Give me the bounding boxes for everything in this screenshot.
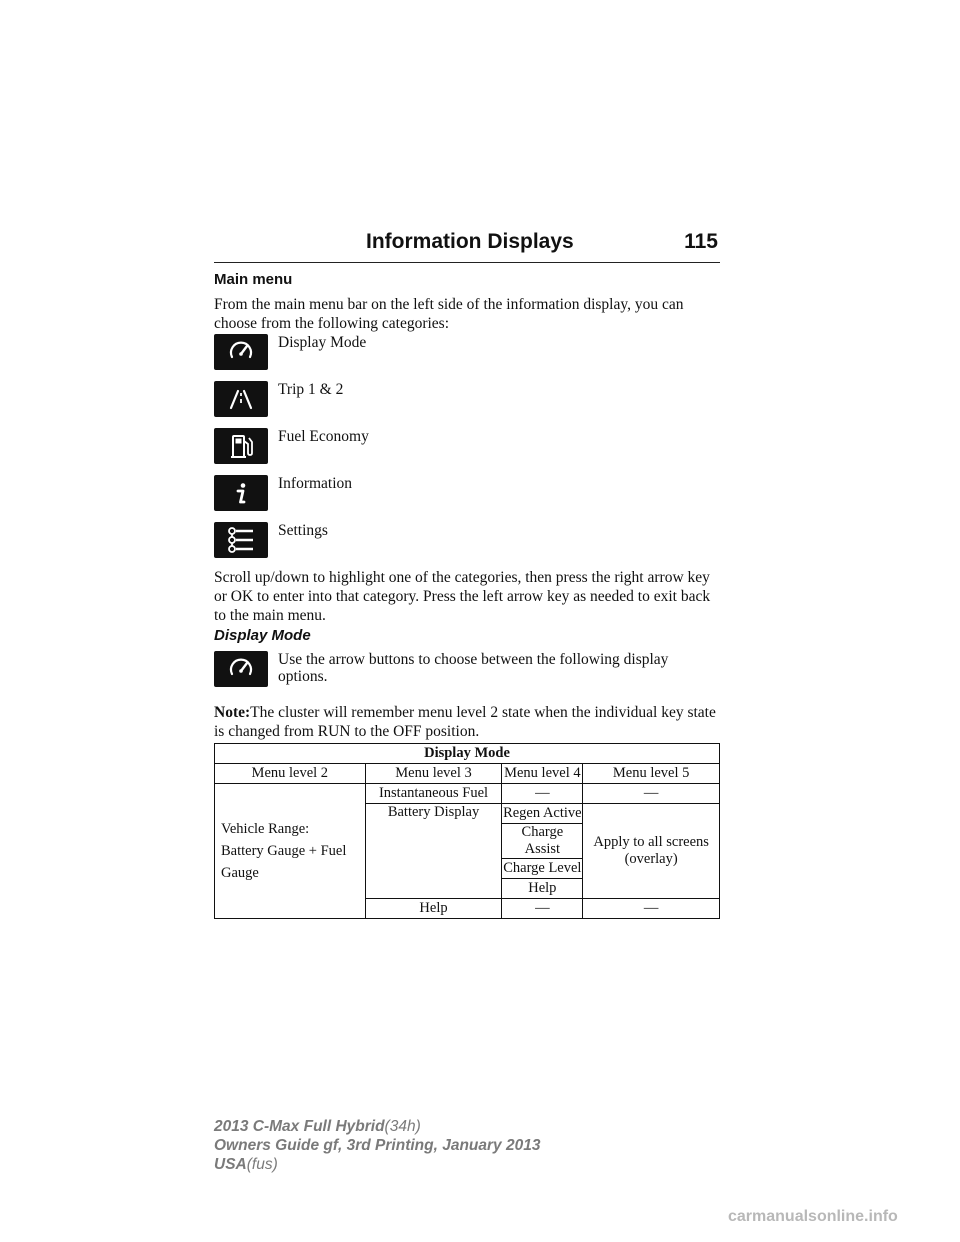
menu-item-label: Trip 1 & 2 <box>278 381 344 398</box>
dash-cell: — <box>502 899 583 919</box>
dash-cell: — <box>583 784 720 804</box>
main-menu-intro: From the main menu bar on the left side of the information display, you can choose from the following categories: <box>214 296 684 332</box>
table-header-row <box>215 764 720 784</box>
fuel-pump-icon <box>214 428 268 464</box>
info-icon <box>214 475 268 511</box>
help-cell: Help <box>365 899 502 919</box>
table-row <box>215 784 720 804</box>
vehicle-range-label: Vehicle Range: <box>221 821 310 837</box>
level4-cell: Help <box>502 879 583 899</box>
page-number: 115 <box>684 230 718 253</box>
table-caption: Display Mode <box>215 744 720 764</box>
footer-model: 2013 C-Max Full Hybrid <box>214 1118 385 1135</box>
level4-cell: Charge Assist <box>502 824 583 859</box>
road-icon <box>214 381 268 417</box>
footer-model-code: (34h) <box>384 1118 421 1135</box>
display-mode-description: Use the arrow buttons to choose between the following display options. <box>278 651 669 685</box>
menu-item-label: Settings <box>278 522 328 539</box>
speedometer-icon <box>214 334 268 370</box>
instantaneous-fuel-cell: Instantaneous Fuel <box>365 784 502 804</box>
settings-list-icon <box>214 522 268 558</box>
vehicle-range-cell <box>215 784 366 919</box>
column-header: Menu level 5 <box>583 764 720 784</box>
dash-cell: — <box>502 784 583 804</box>
note-text: The cluster will remember menu level 2 state when the individual key state is changed from RUN to the OFF position. <box>214 704 716 740</box>
level4-cell: Regen Active <box>502 804 583 824</box>
display-mode-heading: Display Mode <box>214 627 311 644</box>
display-mode-table <box>214 743 720 919</box>
display-mode-note <box>214 703 720 741</box>
menu-item-label: Information <box>278 475 353 492</box>
level4-cell: Charge Level <box>502 859 583 879</box>
menu-item-label: Display Mode <box>278 334 367 351</box>
column-header: Menu level 2 <box>215 764 366 784</box>
note-label: Note: <box>214 704 251 721</box>
column-header: Menu level 3 <box>365 764 502 784</box>
main-menu-heading: Main menu <box>214 271 293 288</box>
dash-cell: — <box>583 899 720 919</box>
watermark: carmanualsonline.info <box>728 1208 898 1225</box>
page-header <box>214 230 720 263</box>
footer-market: USA <box>214 1156 247 1173</box>
column-header: Menu level 4 <box>502 764 583 784</box>
section-title: Information Displays <box>366 230 574 253</box>
speedometer-icon <box>214 651 268 687</box>
menu-item-label: Fuel Economy <box>278 428 369 445</box>
overlay-cell: Apply to all screens (overlay) <box>583 804 720 899</box>
vehicle-range-gauges: Battery Gauge + Fuel Gauge <box>221 843 347 881</box>
page-footer <box>214 1117 540 1174</box>
footer-printing: Owners Guide gf, 3rd Printing, January 2013 <box>214 1137 541 1154</box>
main-menu-instructions: Scroll up/down to highlight one of the categories, then press the right arrow key or OK to enter into that category. Press the left arrow key as needed to exit back to the main menu. <box>214 569 711 624</box>
footer-market-code: (fus) <box>246 1156 278 1173</box>
battery-display-cell: Battery Display <box>365 804 502 899</box>
